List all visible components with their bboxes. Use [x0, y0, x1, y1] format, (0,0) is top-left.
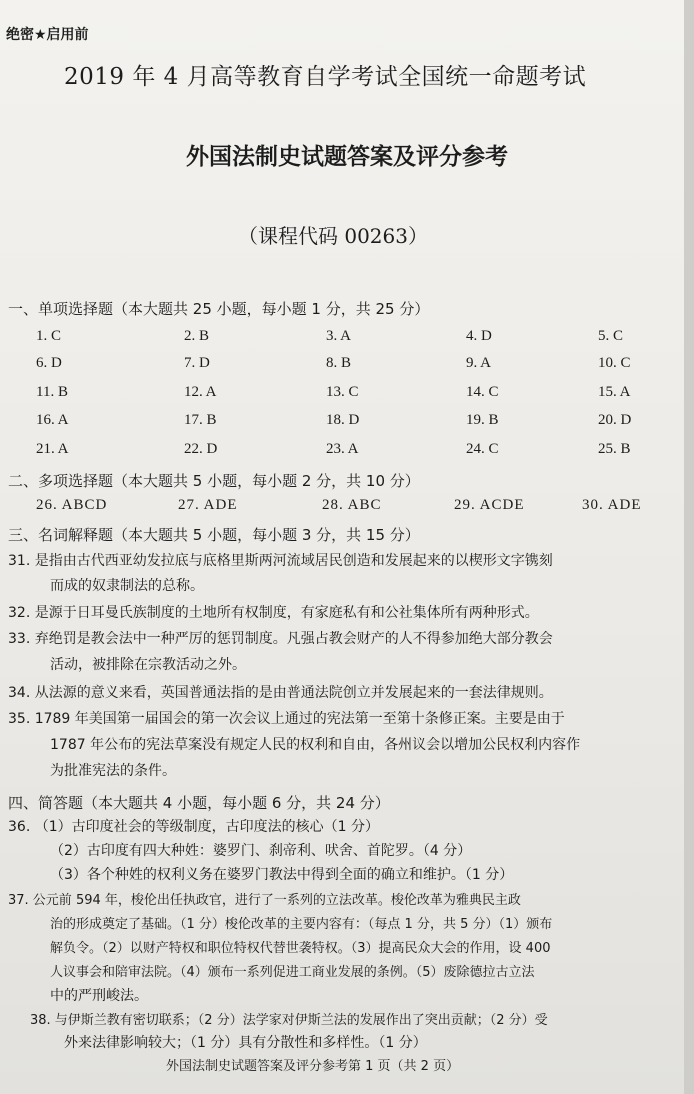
- multiple-choice-answer: 30. ADE: [582, 497, 642, 513]
- section-2-heading: 二、多项选择题（本大题共 5 小题，每小题 2 分，共 10 分）: [8, 472, 420, 490]
- single-choice-answer: 1. C: [36, 328, 62, 344]
- single-choice-answer: 15. A: [598, 384, 631, 400]
- single-choice-answer: 5. C: [598, 328, 624, 344]
- answer-37-cont2: 解负令。（2）以财产特权和职位特权代替世袭特权。（3）提高民众大会的作用，设 400: [50, 941, 551, 956]
- document-subtitle: 外国法制史试题答案及评分参考: [186, 144, 508, 170]
- page-footer: 外国法制史试题答案及评分参考第 1 页（共 2 页）: [166, 1059, 460, 1074]
- single-choice-answer: 12. A: [184, 384, 217, 400]
- answer-36-item2: （2）古印度有四大种姓：婆罗门、刹帝利、吠舍、首陀罗。（4 分）: [50, 843, 472, 859]
- answer-38: 38. 与伊斯兰教有密切联系；（2 分）法学家对伊斯兰法的发展作出了突出贡献；（2 分）受: [30, 1013, 548, 1028]
- single-choice-answer: 21. A: [36, 441, 69, 457]
- single-choice-answer: 6. D: [36, 355, 62, 371]
- multiple-choice-answer: 27. ADE: [178, 497, 238, 513]
- answer-33: 33. 弃绝罚是教会法中一种严厉的惩罚制度。凡强占教会财产的人不得参加绝大部分教会: [8, 631, 553, 647]
- single-choice-answer: 25. B: [598, 441, 631, 457]
- exam-title: 2019 年 4 月高等教育自学考试全国统一命题考试: [64, 64, 587, 90]
- answer-36-item3: （3）各个种姓的权利义务在婆罗门教法中得到全面的确立和维护。（1 分）: [50, 867, 514, 883]
- answer-31-cont: 而成的奴隶制法的总称。: [50, 578, 204, 594]
- multiple-choice-answer: 29. ACDE: [454, 497, 525, 513]
- single-choice-answer: 23. A: [326, 441, 359, 457]
- single-choice-answer: 7. D: [184, 355, 210, 371]
- single-choice-answer: 11. B: [36, 384, 68, 400]
- single-choice-answer: 3. A: [326, 328, 352, 344]
- answer-35-cont: 1787 年公布的宪法草案没有规定人民的权利和自由，各州议会以增加公民权利内容作: [50, 737, 581, 753]
- single-choice-answer: 17. B: [184, 412, 217, 428]
- single-choice-answer: 13. C: [326, 384, 359, 400]
- single-choice-answer: 19. B: [466, 412, 499, 428]
- single-choice-answer: 4. D: [466, 328, 492, 344]
- answer-37-cont3: 人议事会和陪审法院。（4）颁布一系列促进工商业发展的条例。（5）废除德拉古立法: [50, 965, 535, 980]
- multiple-choice-answer: 28. ABC: [322, 497, 382, 513]
- single-choice-answer: 10. C: [598, 355, 631, 371]
- single-choice-answer: 14. C: [466, 384, 499, 400]
- answer-37-cont1: 治的形成奠定了基础。（1 分）梭伦改革的主要内容有：（每点 1 分，共 5 分）（1）颁布: [50, 917, 553, 932]
- answer-35-cont2: 为批准宪法的条件。: [50, 763, 176, 779]
- page-edge-shadow: [684, 0, 694, 1094]
- single-choice-answer: 22. D: [184, 441, 218, 457]
- course-code: （课程代码 00263）: [238, 224, 428, 248]
- single-choice-answer: 2. B: [184, 328, 210, 344]
- single-choice-answer: 24. C: [466, 441, 499, 457]
- answer-36: 36. （1）古印度社会的等级制度，古印度法的核心（1 分）: [8, 819, 379, 835]
- answer-34: 34. 从法源的意义来看，英国普通法指的是由普通法院创立并发展起来的一套法律规则。: [8, 685, 553, 701]
- answer-38-cont: 外来法律影响较大；（1 分）具有分散性和多样性。（1 分）: [64, 1035, 427, 1051]
- answer-37-cont4: 中的严刑峻法。: [50, 988, 148, 1004]
- confidential-label: 绝密★启用前: [6, 27, 89, 43]
- answer-37: 37. 公元前 594 年，梭伦出任执政官，进行了一系列的立法改革。梭伦改革为雅典民主政: [8, 893, 521, 908]
- single-choice-answer: 8. B: [326, 355, 352, 371]
- single-choice-answer: 20. D: [598, 412, 632, 428]
- section-3-heading: 三、名词解释题（本大题共 5 小题，每小题 3 分，共 15 分）: [8, 526, 420, 544]
- answer-31: 31. 是指由古代西亚幼发拉底与底格里斯两河流域居民创造和发展起来的以楔形文字镌刻: [8, 553, 553, 569]
- answer-33-cont: 活动，被排除在宗教活动之外。: [50, 657, 246, 673]
- single-choice-answer: 18. D: [326, 412, 360, 428]
- single-choice-answer: 16. A: [36, 412, 69, 428]
- section-4-heading: 四、简答题（本大题共 4 小题，每小题 6 分，共 24 分）: [8, 794, 390, 812]
- section-1-heading: 一、单项选择题（本大题共 25 小题，每小题 1 分，共 25 分）: [8, 300, 430, 318]
- multiple-choice-answer: 26. ABCD: [36, 497, 108, 513]
- single-choice-answer: 9. A: [466, 355, 492, 371]
- answer-35: 35. 1789 年美国第一届国会的第一次会议上通过的宪法第一至第十条修正案。主要是由于: [8, 711, 565, 727]
- answer-32: 32. 是源于日耳曼氏族制度的土地所有权制度，有家庭私有和公社集体所有两种形式。: [8, 605, 539, 621]
